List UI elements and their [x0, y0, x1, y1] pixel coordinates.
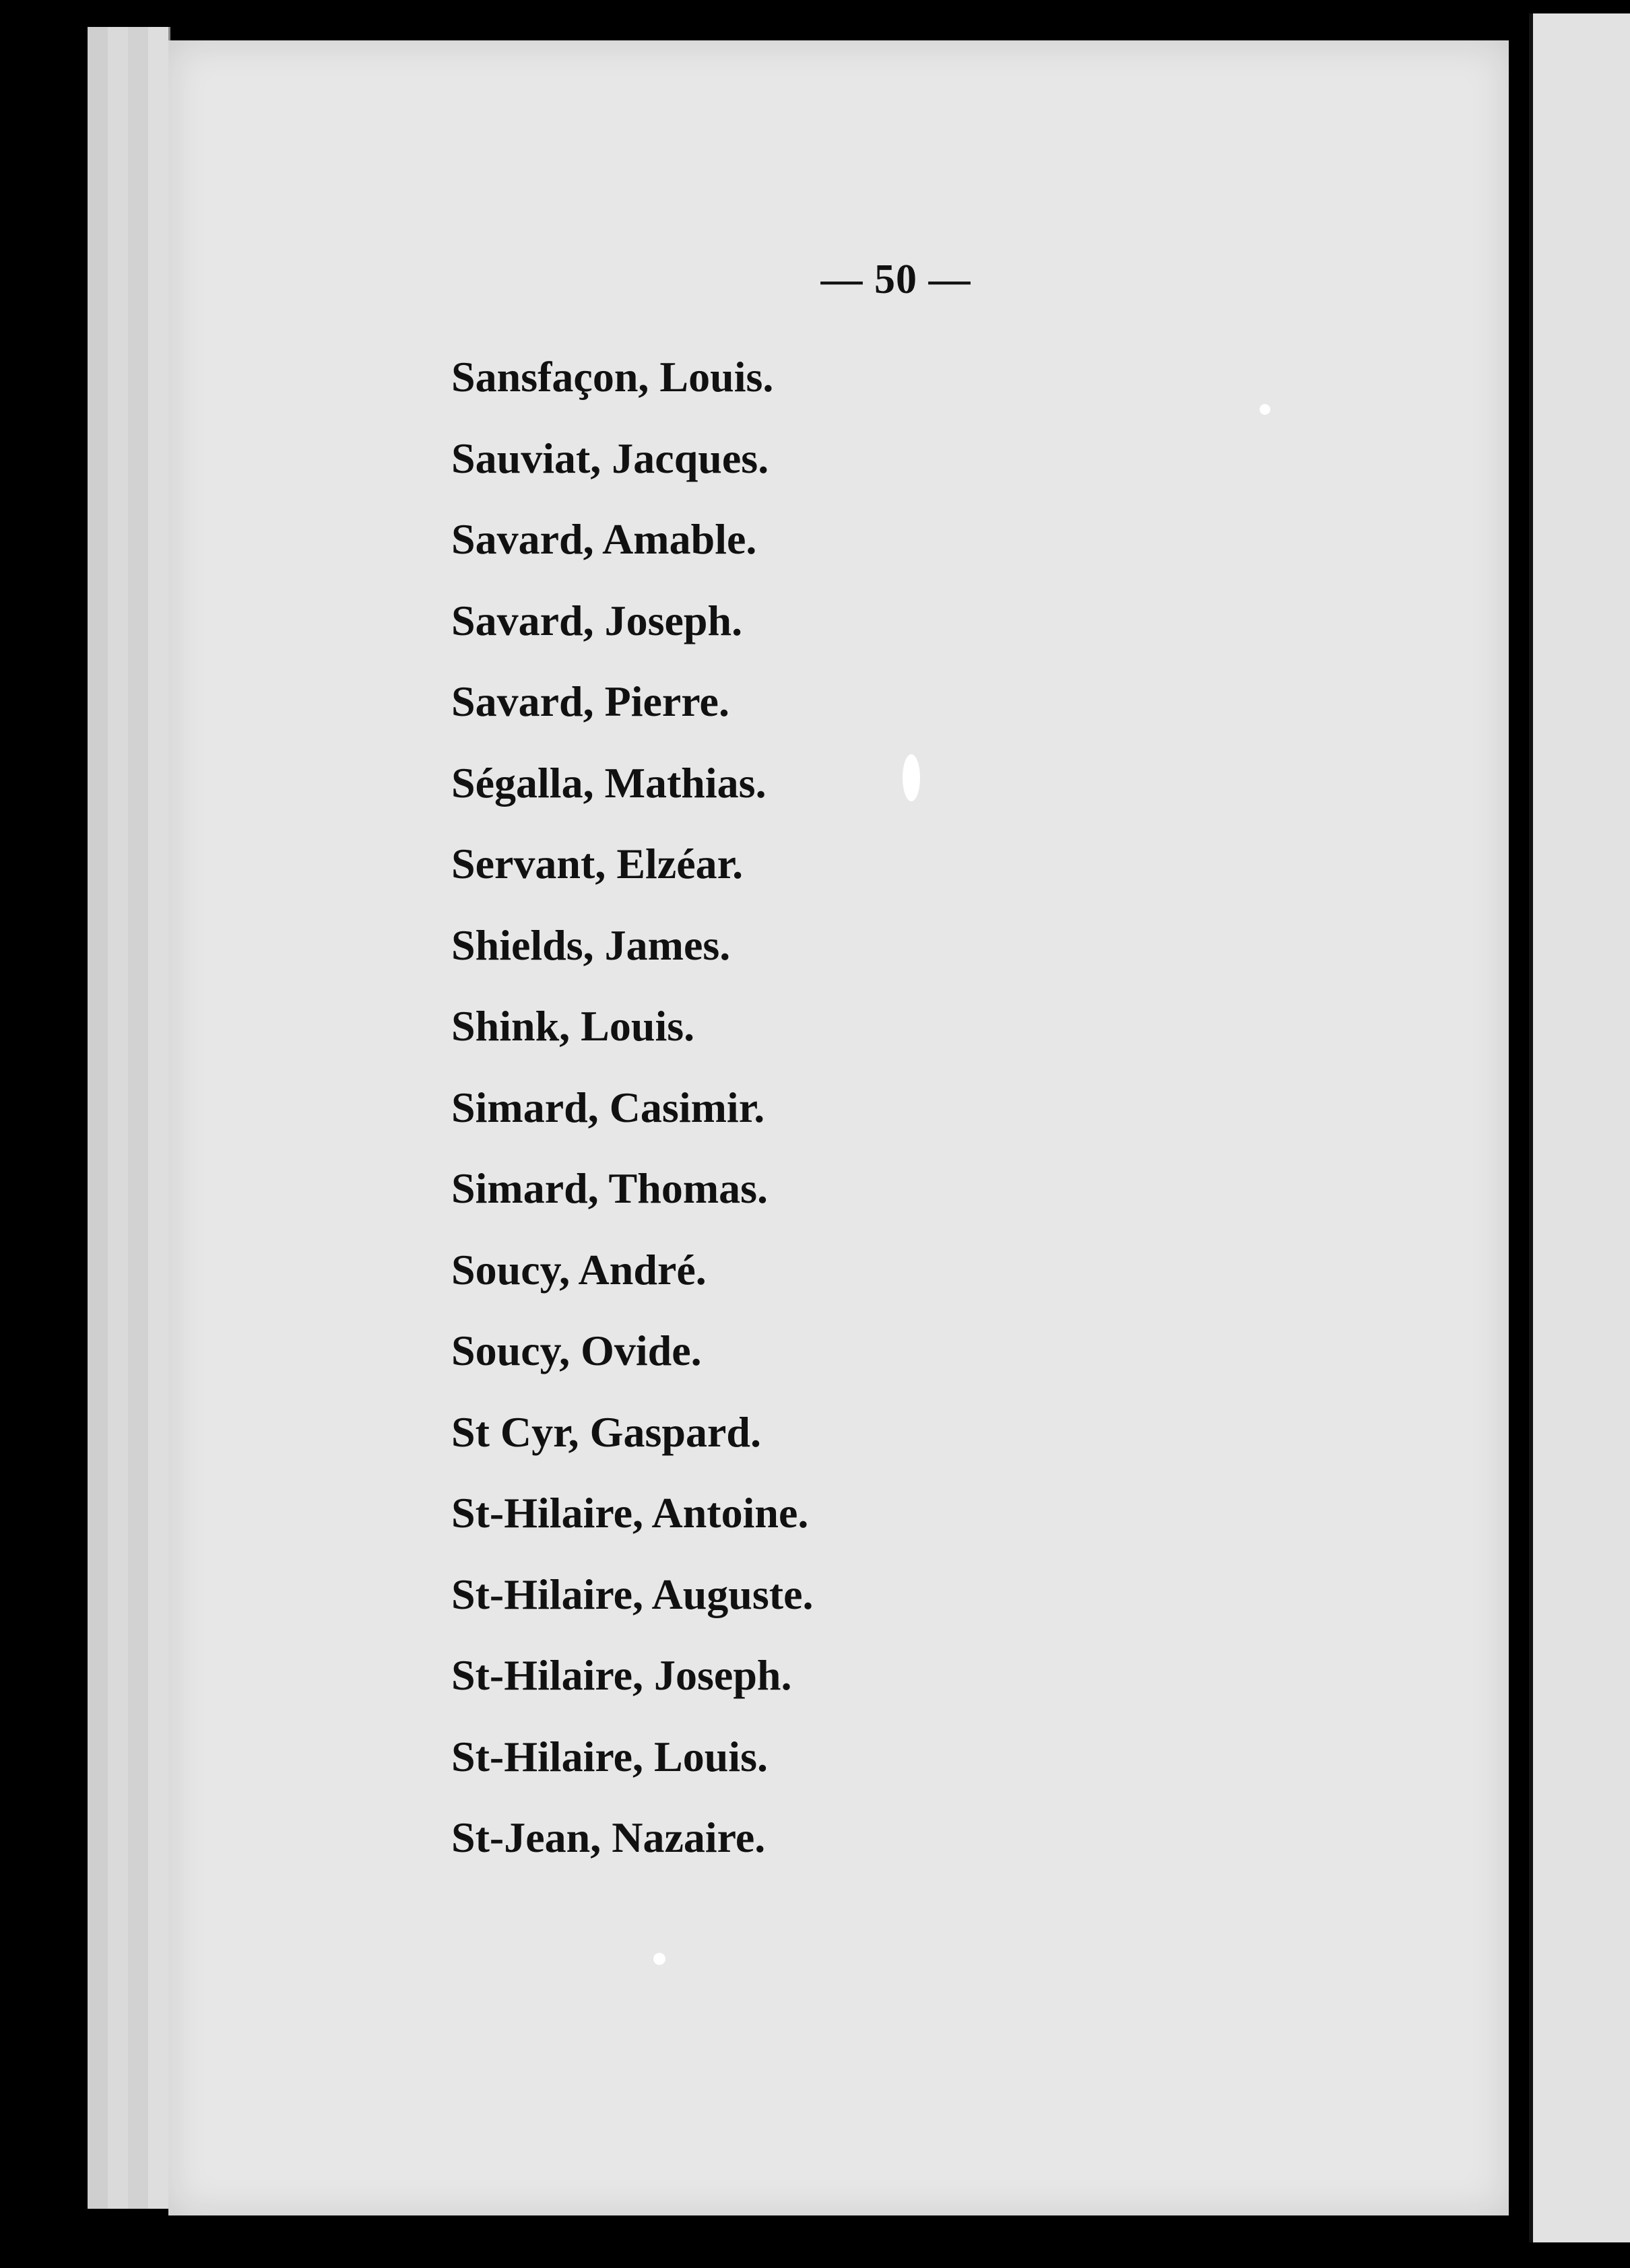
- list-item: Simard, Casimir.: [451, 1083, 765, 1131]
- page-edge: [148, 27, 170, 2209]
- list-item: St Cyr, Gaspard.: [451, 1407, 761, 1456]
- list-item: St-Hilaire, Antoine.: [451, 1489, 809, 1537]
- name-list: [451, 337, 814, 1879]
- list-item: Soucy, Ovide.: [451, 1327, 702, 1374]
- list-item: Sauviat, Jacques.: [451, 434, 769, 482]
- page-edge: [88, 27, 110, 2209]
- page-number-text: — 50 —: [820, 257, 971, 302]
- list-item: Savard, Joseph.: [451, 596, 743, 644]
- list-item: Shink, Louis.: [451, 1002, 695, 1050]
- paper-speck: [653, 1953, 665, 1965]
- list-item: Ségalla, Mathias.: [451, 758, 767, 807]
- book-page: [168, 40, 1509, 2215]
- list-item: Simard, Thomas.: [451, 1164, 769, 1212]
- page-number: [168, 256, 1509, 304]
- list-item: St-Hilaire, Auguste.: [451, 1570, 814, 1618]
- list-item: St-Hilaire, Joseph.: [451, 1651, 792, 1699]
- list-item: Savard, Pierre.: [451, 677, 729, 725]
- list-item: Savard, Amable.: [451, 515, 757, 563]
- list-item: St-Hilaire, Louis.: [451, 1732, 768, 1780]
- list-item: Sansfaçon, Louis.: [451, 353, 774, 401]
- page-edge: [128, 27, 150, 2209]
- list-item: Soucy, André.: [451, 1245, 707, 1294]
- paper-speck: [1260, 404, 1270, 415]
- list-item: Shields, James.: [451, 921, 731, 969]
- list-item: Servant, Elzéar.: [451, 840, 744, 888]
- paper-speck: [903, 754, 920, 801]
- list-item: St-Jean, Nazaire.: [451, 1813, 766, 1861]
- page-edge: [108, 27, 130, 2209]
- facing-page-edge: [1529, 13, 1630, 2242]
